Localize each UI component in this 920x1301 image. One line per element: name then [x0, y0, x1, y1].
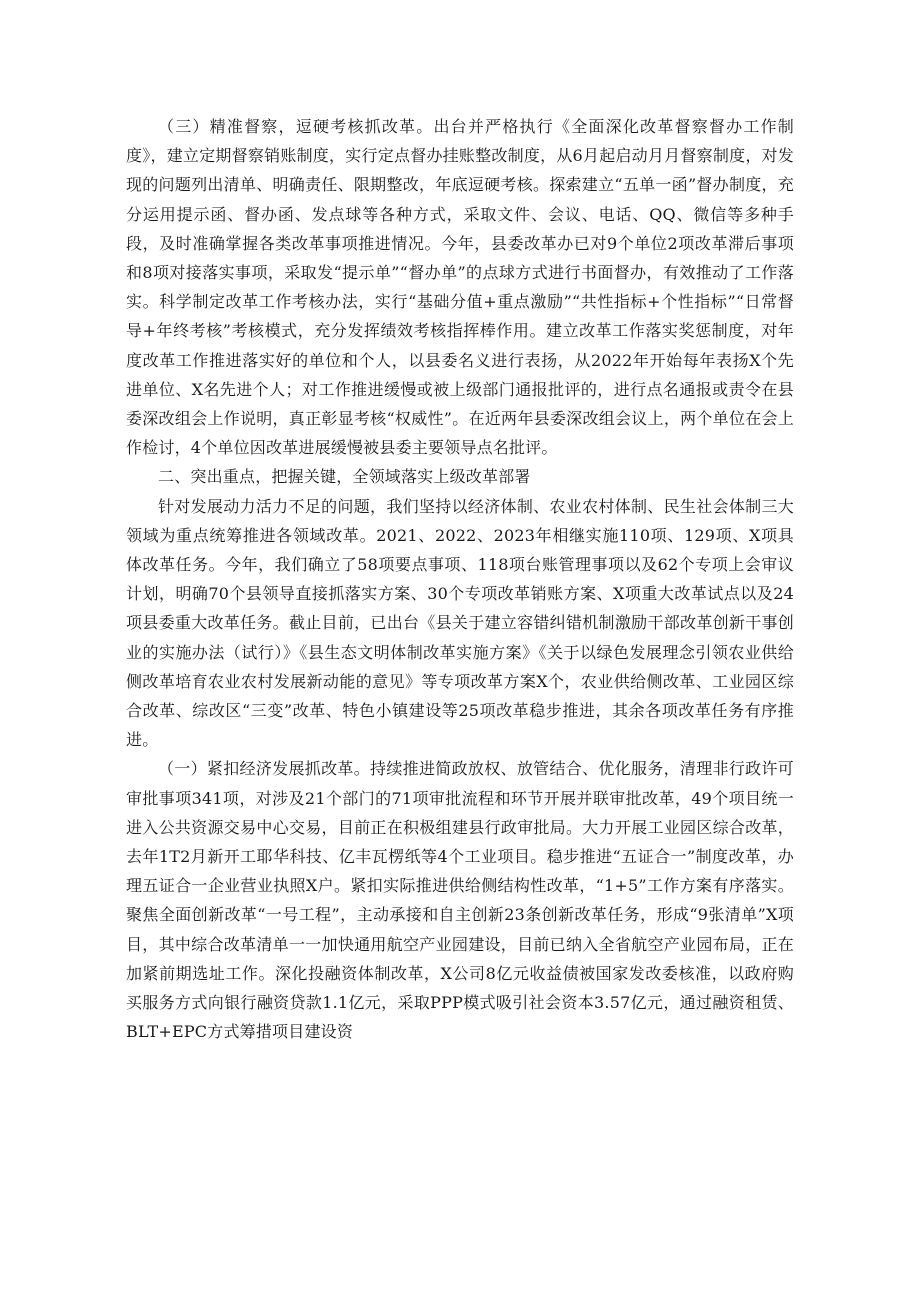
document-page [126, 112, 794, 1047]
paragraph-key-reforms: 针对发展动力活力不足的问题，我们坚持以经济体制、农业农村体制、民生社会体制三大领域为重点统筹推进各领域改革。2021、2022、2023年相继实施110项、129项、X项具体改革任务。今年，我们确立了58项要点事项、118项台账管理事项以及62个专项上会审议计划，明确70个县领导直接抓落实方案、30个专项改革销账方案、X项重大改革试点以及24项县委重大改革任务。截止目前，已出台《县关于建立容错纠错机制激励干部改革创新干事创业的实施办法（试行）》《县生态文明体制改革实施方案》《关于以绿色发展理念引领农业供给侧改革培育农业农村发展新动能的意见》等专项改革方案X个，农业供给侧改革、工业园区综合改革、综改区“三变”改革、特色小镇建设等25项改革稳步推进，其余各项改革任务有序推进。 [126, 496, 794, 750]
section-heading: 二、突出重点，把握关键，全领域落实上级改革部署 [158, 467, 531, 487]
paragraph-economic-reform: （一）紧扣经济发展抓改革。持续推进简政放权、放管结合、优化服务，清理非行政许可审批事项341项，对涉及21个部门的71项审批流程和环节开展并联审批改革，49个项目统一进入公共资源交易中心交易，目前正在积极组建县行政审批局。大力开展工业园区综合改革，去年1T2月新开工耶华科技、亿丰瓦楞纸等4个工业项目。稳步推进“五证合一”制度改革，办理五证合一企业营业执照X户。紧扣实际推进供给侧结构性改革，“1+5”工作方案有序落实。聚焦全面创新改革“一号工程”，主动承接和自主创新23条创新改革任务，形成“9张清单”X项目，其中综合改革清单一一加快通用航空产业园建设，目前已纳入全省航空产业园布局，正在加紧前期选址工作。深化投融资体制改革，X公司8亿元收益债被国家发改委核准，以政府购买服务方式向银行融资贷款1.1亿元，采取PPP模式吸引社会资本3.57亿元，通过融资租赁、BLT+EPC方式筹措项目建设资 [126, 759, 794, 1042]
paragraph-supervision: （三）精准督察，逗硬考核抓改革。出台并严格执行《全面深化改革督察督办工作制度》，建立定期督察销账制度，实行定点督办挂账整改制度，从6月起启动月月督察制度，对发现的问题列出清单、明确责任、限期整改，年底逗硬考核。探索建立“五单一函”督办制度，充分运用提示函、督办函、发点球等各种方式，采取文件、会议、电话、QQ、微信等多种手段，及时准确掌握各类改革事项推进情况。今年，县委改革办已对9个单位2项改革滞后事项和8项对接落实事项，采取发“提示单”“督办单”的点球方式进行书面督办，有效推动了工作落实。科学制定改革工作考核办法，实行“基础分值+重点激励”“共性指标+个性指标”“日常督导+年终考核”考核模式，充分发挥绩效考核指挥棒作用。建立改革工作落实奖惩制度，对年度改革工作推进落实好的单位和个人，以县委名义进行表扬，从2022年开始每年表扬X个先进单位、X名先进个人；对工作推进缓慢或被上级部门通报批评的，进行点名通报或责令在县委深改组会上作说明，真正彰显考核“权威性”。在近两年县委深改组会议上，两个单位在会上作检讨，4个单位因改革进展缓慢被县委主要领导点名批评。 [126, 117, 794, 458]
